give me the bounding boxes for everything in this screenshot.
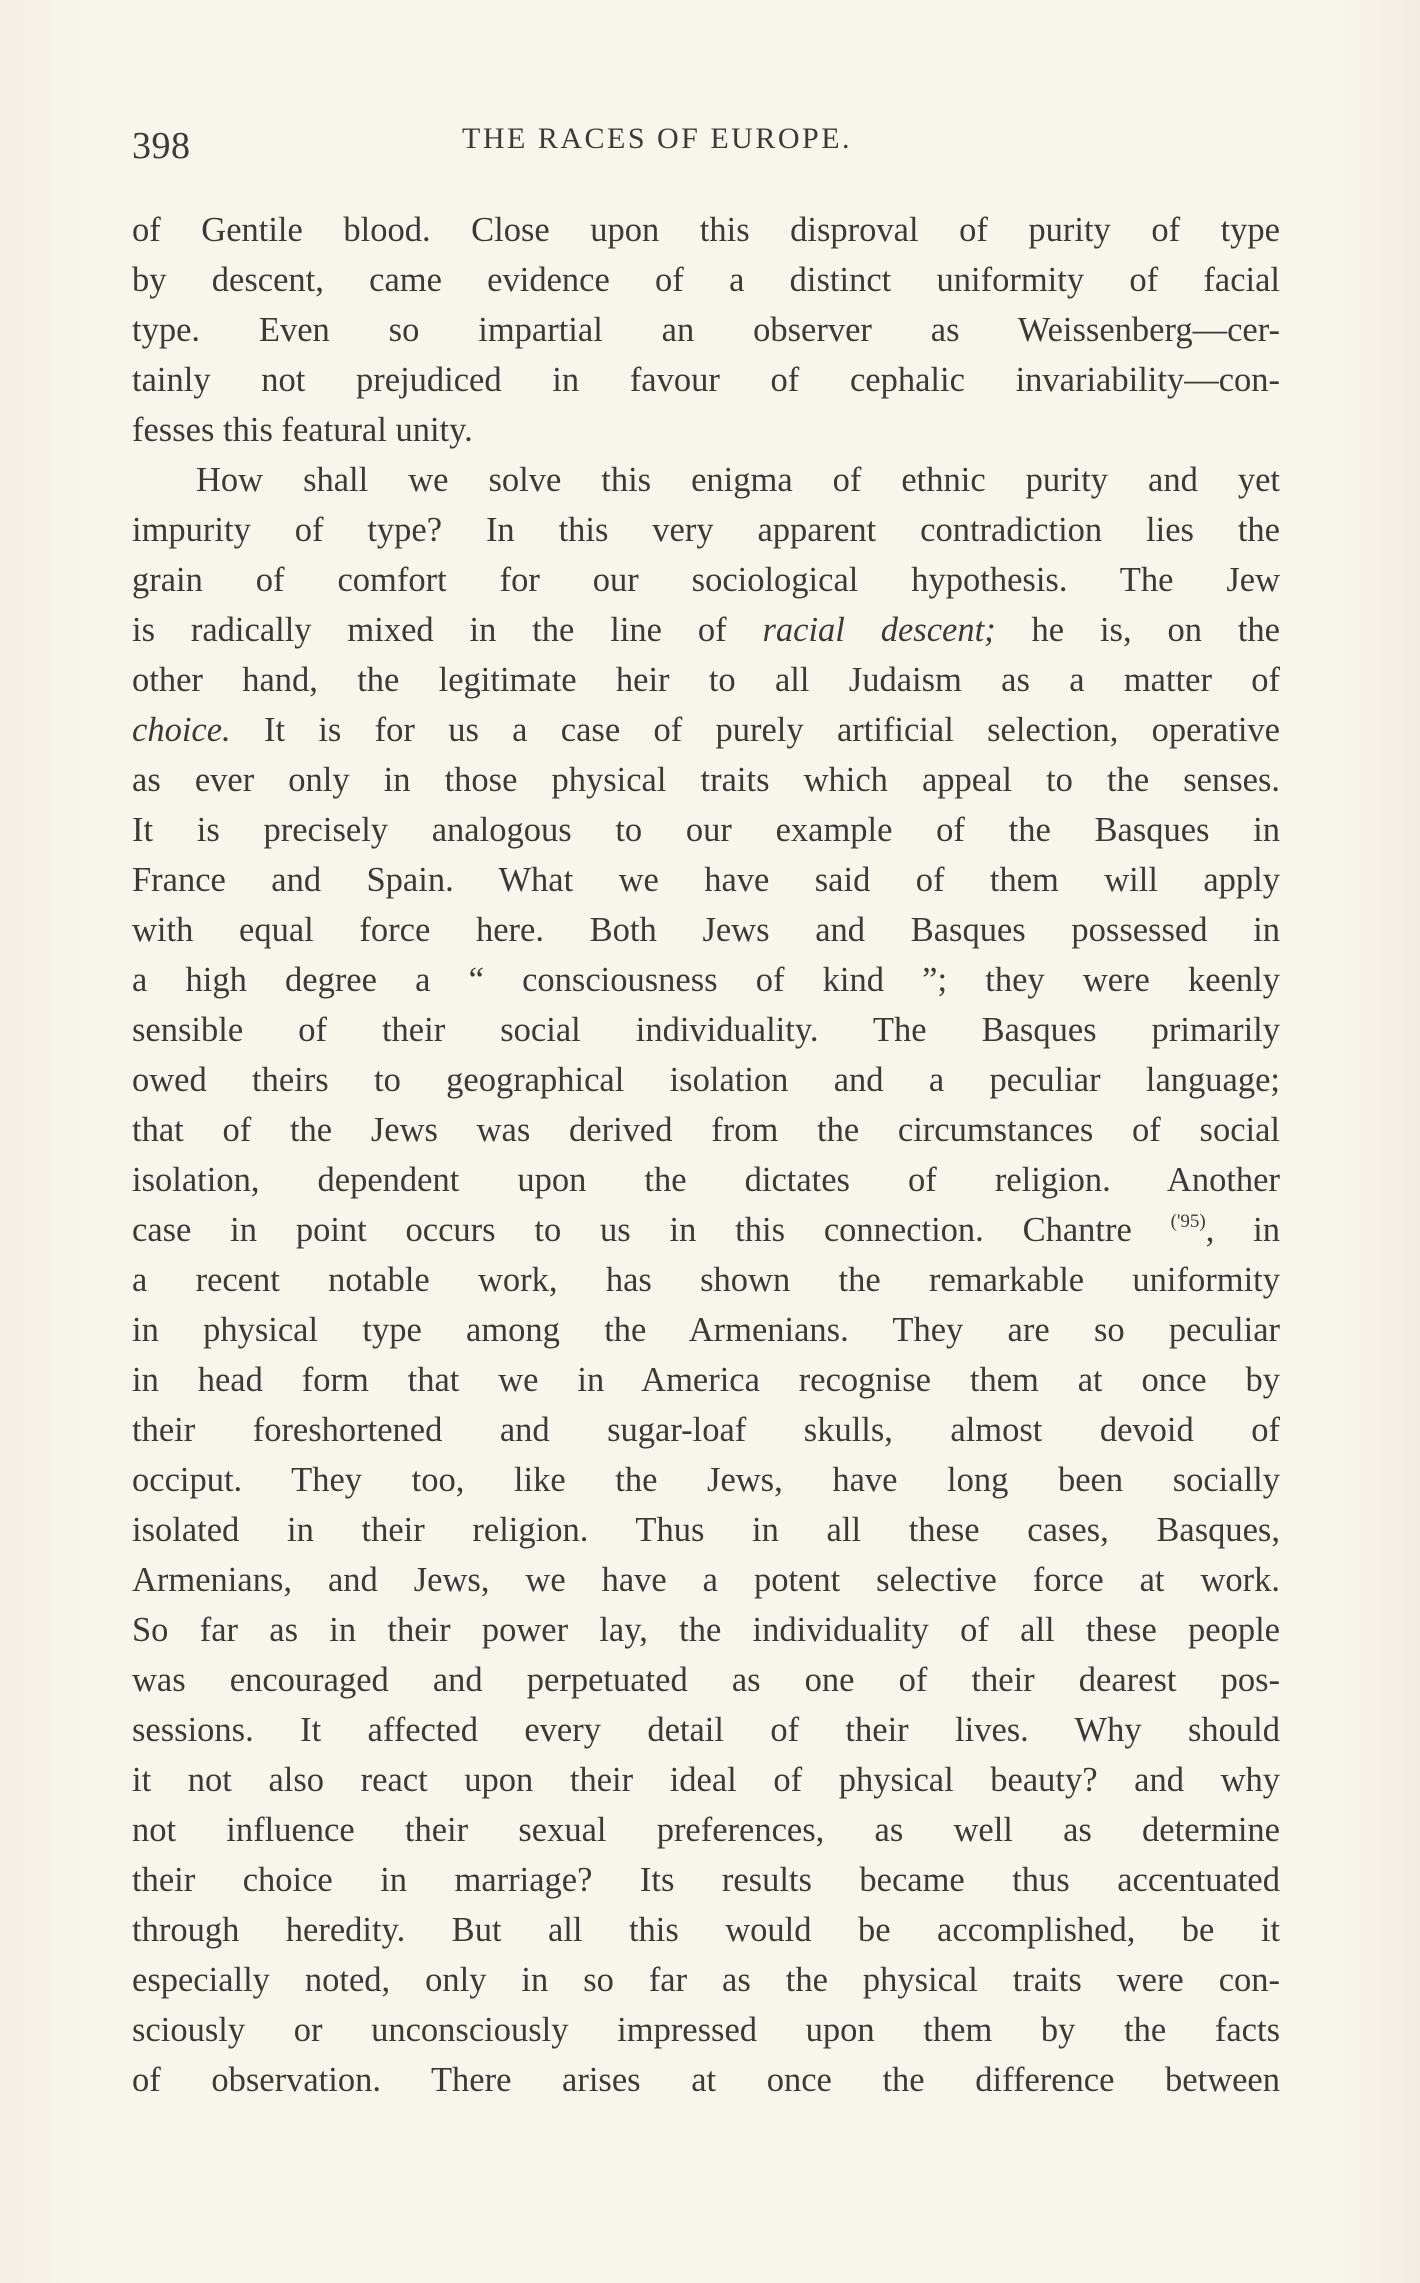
text-line [132, 1105, 1280, 1155]
text-line [132, 805, 1280, 855]
text-line [132, 1955, 1280, 2005]
page-header [132, 116, 1280, 176]
text-segment: it not also react upon their ideal of physical beauty? and why [132, 1761, 1280, 1799]
text-segment: in head form that we in America recognise them at once by [132, 1361, 1280, 1399]
page-number: 398 [132, 125, 191, 167]
text-line [132, 2055, 1280, 2105]
text-line [132, 755, 1280, 805]
text-line [132, 1705, 1280, 1755]
text-segment: type. Even so impartial an observer as Weissenberg—cer- [132, 311, 1280, 349]
text-line [132, 455, 1280, 505]
text-line [132, 555, 1280, 605]
text-segment: So far as in their power lay, the individuality of all these people [132, 1611, 1280, 1649]
text-segment: with equal force here. Both Jews and Basques possessed in [132, 911, 1280, 949]
text-line [132, 1255, 1280, 1305]
text-segment: case in point occurs to us in this connection. Chantre [132, 1211, 1171, 1249]
body-text [132, 205, 1280, 2105]
text-line [132, 1505, 1280, 1555]
text-line [132, 405, 1280, 455]
text-line [132, 1155, 1280, 1205]
text-segment: through heredity. But all this would be accomplished, be it [132, 1911, 1280, 1949]
text-line [132, 1205, 1280, 1255]
text-line [132, 1805, 1280, 1855]
text-line [132, 1305, 1280, 1355]
text-segment: owed theirs to geographical isolation and a peculiar language; [132, 1061, 1280, 1099]
text-segment: , in [1205, 1211, 1280, 1249]
text-segment: It is for us a case of purely artificial selection, operative [230, 711, 1280, 749]
text-line [132, 1855, 1280, 1905]
text-segment: isolation, dependent upon the dictates of religion. Another [132, 1161, 1280, 1199]
text-line [132, 605, 1280, 655]
text-segment: It is precisely analogous to our example of the Basques in [132, 811, 1280, 849]
text-segment: especially noted, only in so far as the physical traits were con- [132, 1961, 1280, 1999]
text-segment: occiput. They too, like the Jews, have long been socially [132, 1461, 1280, 1499]
text-segment: their foreshortened and sugar-loaf skulls, almost devoid of [132, 1411, 1280, 1449]
text-line [132, 1055, 1280, 1105]
italic-text: choice. [132, 711, 231, 749]
text-segment: How shall we solve this enigma of ethnic purity and yet [196, 461, 1280, 499]
text-segment: Armenians, and Jews, we have a potent selective force at work. [132, 1561, 1280, 1599]
text-segment: isolated in their religion. Thus in all these cases, Basques, [132, 1511, 1280, 1549]
text-line [132, 1605, 1280, 1655]
text-segment: he is, on the [995, 611, 1280, 649]
text-segment: as ever only in those physical traits which appeal to the senses. [132, 761, 1280, 799]
text-segment: France and Spain. What we have said of them will apply [132, 861, 1280, 899]
text-line [132, 2005, 1280, 2055]
text-line [132, 1005, 1280, 1055]
text-line [132, 1655, 1280, 1705]
text-line [132, 1455, 1280, 1505]
text-line [132, 1355, 1280, 1405]
text-segment: fesses this featural unity. [132, 411, 473, 449]
text-segment: sensible of their social individuality. The Basques primarily [132, 1011, 1280, 1049]
text-line [132, 505, 1280, 555]
text-segment: of Gentile blood. Close upon this disproval of purity of type [132, 211, 1280, 249]
text-segment: impurity of type? In this very apparent contradiction lies the [132, 511, 1280, 549]
text-line [132, 1755, 1280, 1805]
text-segment: in physical type among the Armenians. They are so peculiar [132, 1311, 1280, 1349]
text-line [132, 855, 1280, 905]
text-line [132, 955, 1280, 1005]
text-line [132, 705, 1280, 755]
text-line [132, 1905, 1280, 1955]
text-line [132, 1555, 1280, 1605]
text-segment: sciously or unconsciously impressed upon them by the facts [132, 2011, 1280, 2049]
text-line [132, 355, 1280, 405]
text-segment: sessions. It affected every detail of their lives. Why should [132, 1711, 1280, 1749]
text-line [132, 905, 1280, 955]
text-segment: tainly not prejudiced in favour of cephalic invariability—con- [132, 361, 1280, 399]
text-segment: their choice in marriage? Its results became thus accentuated [132, 1861, 1280, 1899]
text-segment: that of the Jews was derived from the circumstances of social [132, 1111, 1280, 1149]
citation-reference: ('95) [1170, 1211, 1206, 1232]
text-line [132, 255, 1280, 305]
text-line [132, 205, 1280, 255]
text-line [132, 655, 1280, 705]
running-head: THE RACES OF EUROPE. [462, 122, 853, 155]
text-segment: by descent, came evidence of a distinct uniformity of facial [132, 261, 1280, 299]
text-line [132, 305, 1280, 355]
text-segment: of observation. There arises at once the difference between [132, 2061, 1280, 2099]
text-segment: was encouraged and perpetuated as one of their dearest pos- [132, 1661, 1280, 1699]
italic-text: racial descent; [762, 611, 996, 649]
text-line [132, 1405, 1280, 1455]
text-segment: other hand, the legitimate heir to all Judaism as a matter of [132, 661, 1280, 699]
text-segment: is radically mixed in the line of [132, 611, 763, 649]
text-segment: not influence their sexual preferences, as well as determine [132, 1811, 1280, 1849]
text-segment: a high degree a “ consciousness of kind ”; they were keenly [132, 961, 1280, 999]
text-segment: a recent notable work, has shown the remarkable uniformity [132, 1261, 1280, 1299]
text-segment: grain of comfort for our sociological hypothesis. The Jew [132, 561, 1280, 599]
